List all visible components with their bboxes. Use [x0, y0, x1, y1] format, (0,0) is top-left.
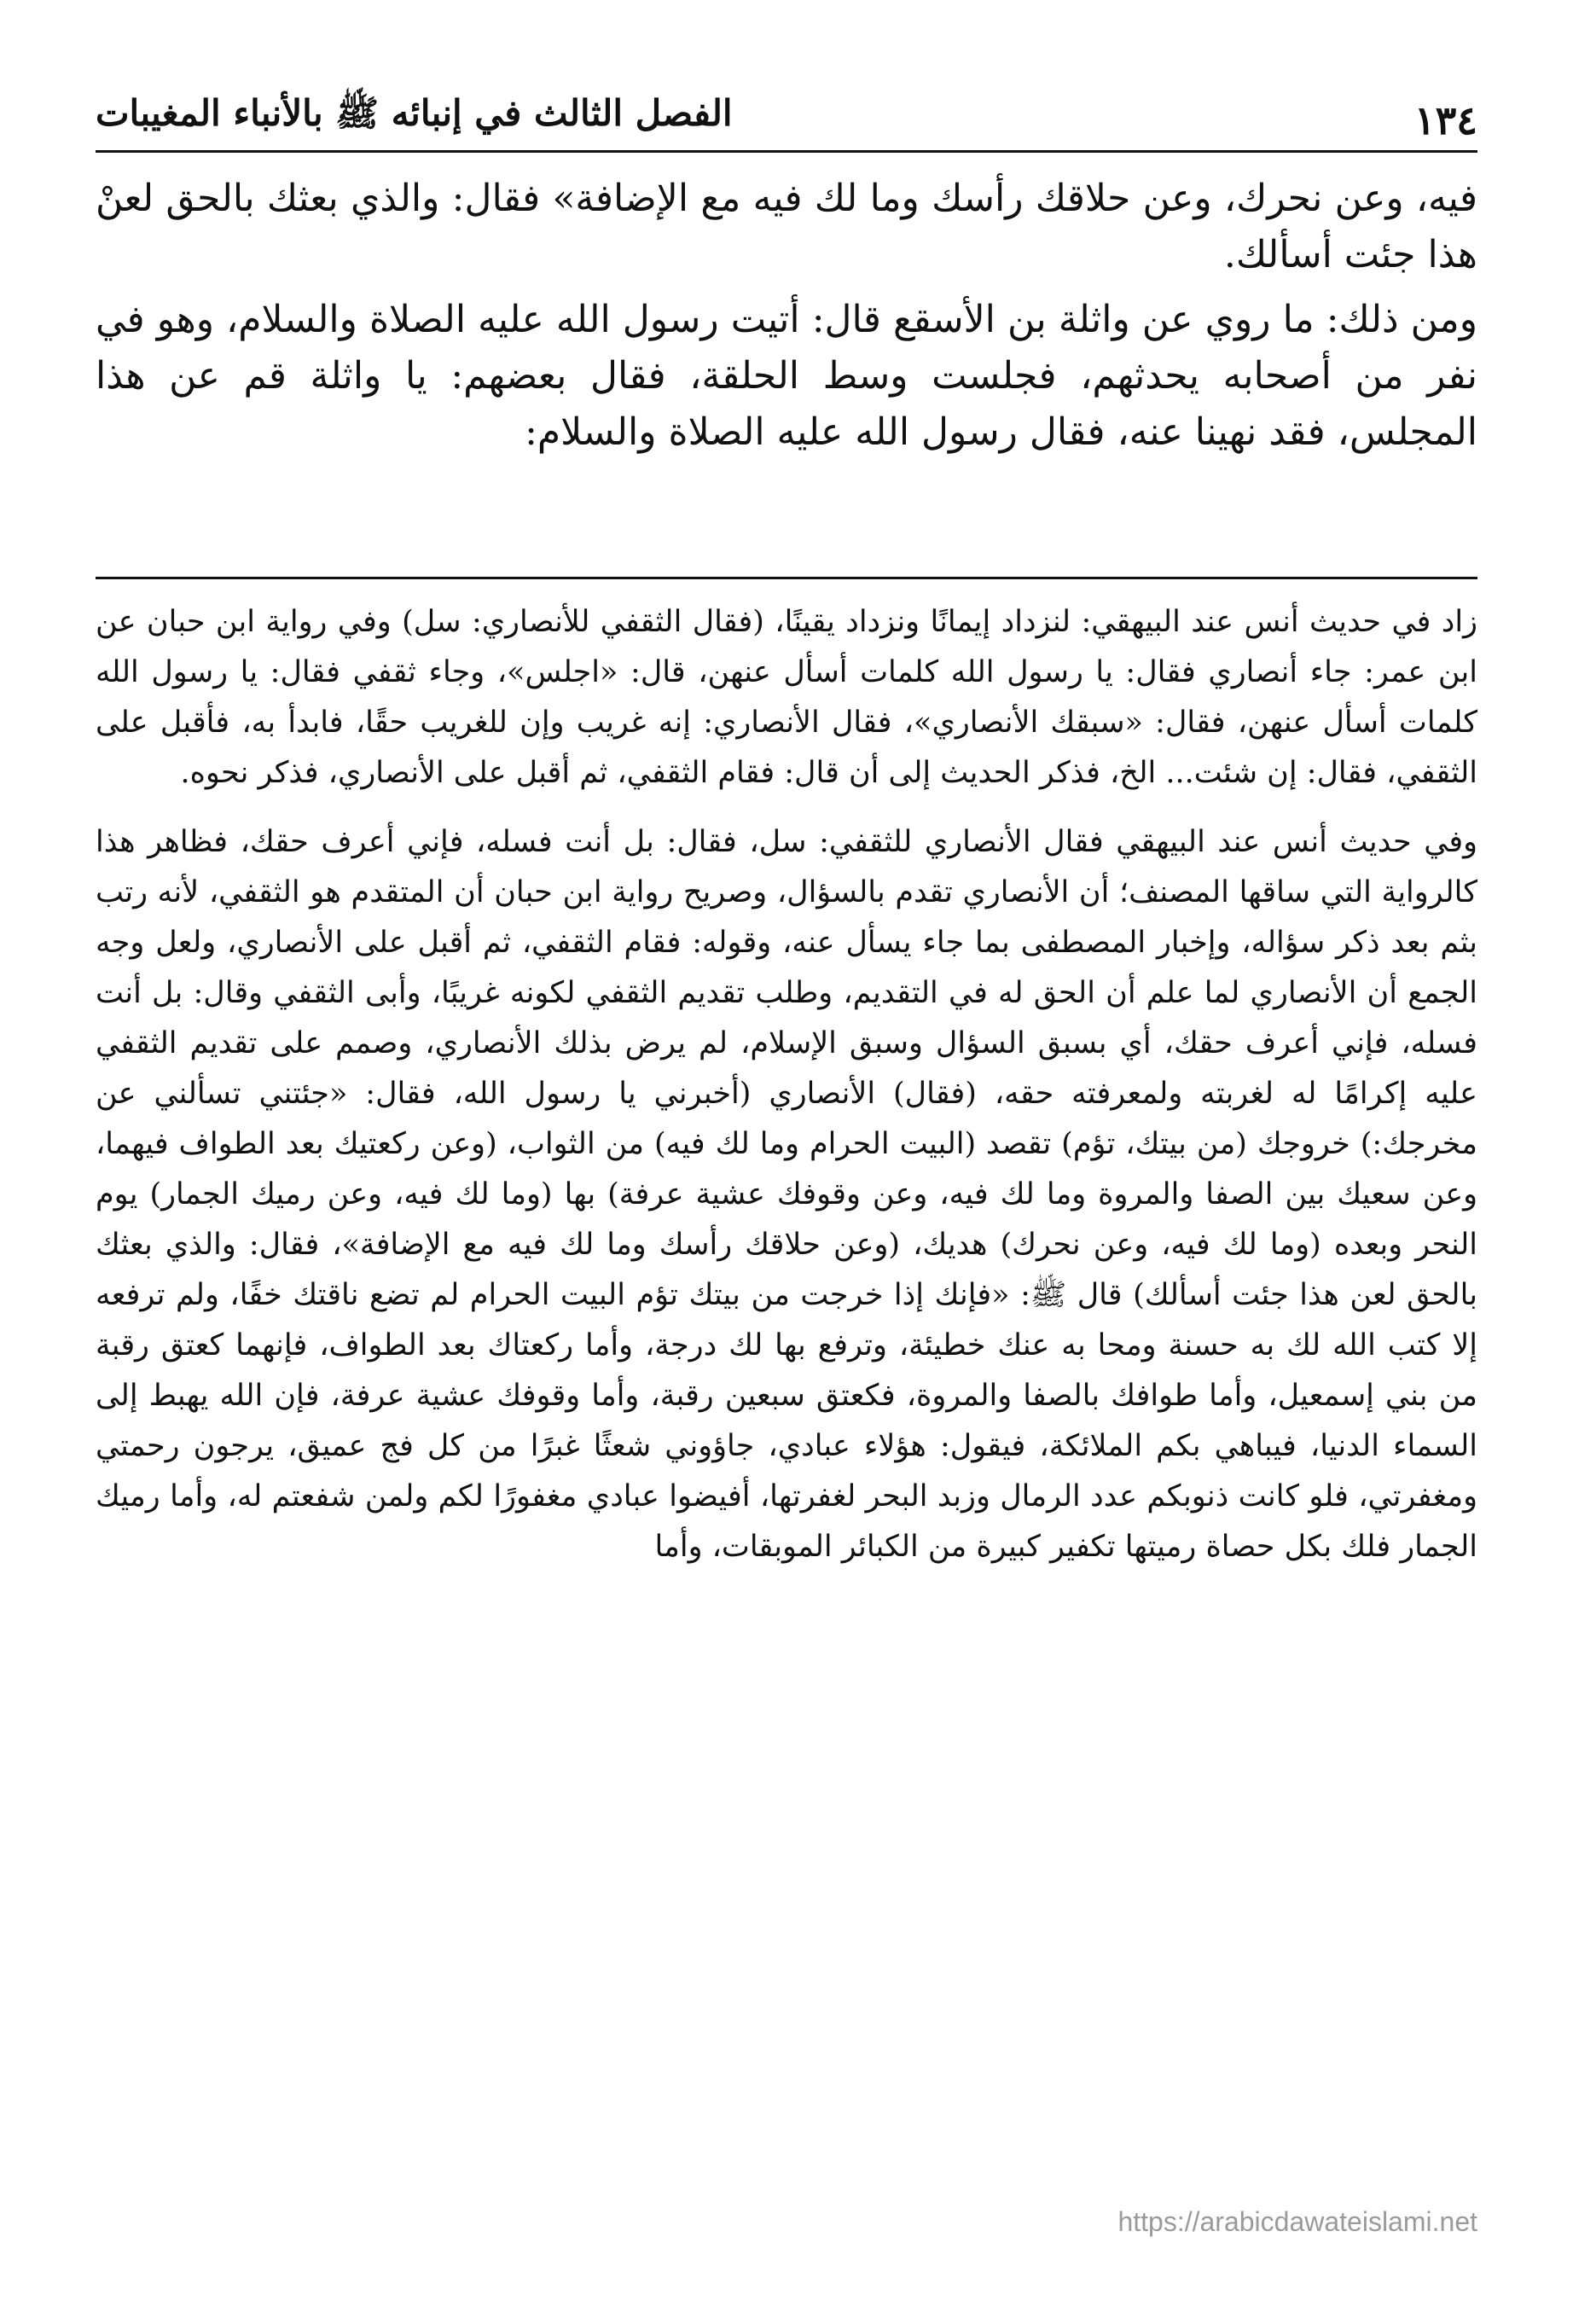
- watermark-url: https://arabicdawateislami.net: [1117, 2206, 1477, 2237]
- footnotes: [96, 597, 1477, 1591]
- footnote-separator: [96, 577, 1477, 579]
- main-paragraph: ومن ذلك: ما روي عن واثلة بن الأسقع قال: أتيت رسول الله عليه الصلاة والسلام، وهو في نفر من أصحابه يحدثهم، فجلست وسط الحلقة، فقال بعضهم: يا واثلة قم عن هذا المجلس، فقد نهينا عنه، فقال رسول الله عليه الصلاة والسلام:: [96, 298, 1477, 454]
- main-paragraph: فيه، وعن نحرك، وعن حلاقك رأسك وما لك فيه مع الإضافة» فقال: والذي بعثك بالحق لعنْ هذا جئت أسألك.: [96, 177, 1477, 276]
- page-number: ١٣٤: [1413, 97, 1477, 143]
- footnote-paragraph: وفي حديث أنس عند البيهقي فقال الأنصاري للثقفي: سل، فقال: بل أنت فسله، فإني أعرف حقك، فظاهر هذا كالرواية التي ساقها المصنف؛ أن الأنصاري تقدم بالسؤال، وصريح رواية ابن حبان أن المتقدم هو الثقفي، لأنه رتب بثم بعد ذكر سؤاله، وإخبار المصطفى بما جاء يسأل عنه، وقوله: فقام الثقفي، ثم أقبل على الأنصاري، ولعل وجه الجمع أن الأنصاري لما علم أن الحق له في التقديم، وطلب تقديم الثقفي لكونه غريبًا، وأبى الثقفي وقال: بل أنت فسله، فإني أعرف حقك، أي بسبق السؤال وسبق الإسلام، لم يرض بذلك الأنصاري، وصمم على تقديم الثقفي عليه إكرامًا له لغربته ولمعرفته حقه، (فقال) الأنصاري (أخبرني يا رسول الله، فقال: «جئتني تسألني عن مخرجك:) خروجك (من بيتك، تؤم) تقصد (البيت الحرام وما لك فيه) من الثواب، (وعن ركعتيك بعد الطواف فيهما، وعن سعيك بين الصفا والمروة وما لك فيه، وعن وقوفك عشية عرفة) بها (وما لك فيه، وعن رميك الجمار) يوم النحر وبعده (وما لك فيه، وعن نحرك) هديك، (وعن حلاقك رأسك وما لك فيه مع الإضافة»، فقال: والذي بعثك بالحق لعن هذا جئت أسألك) قال ﷺ: «فإنك إذا خرجت من بيتك تؤم البيت الحرام لم تضع ناقتك خفًا، ولم ترفعه إلا كتب الله لك به حسنة ومحا به عنك خطيئة، وترفع بها لك درجة، وأما ركعتاك بعد الطواف، فإنهما كعتق رقبة من بني إسمعيل، وأما طوافك بالصفا والمروة، فكعتق سبعين رقبة، وأما وقوفك عشية عرفة، فإن الله يهبط إلى السماء الدنيا، فيباهي بكم الملائكة، فيقول: هؤلاء عبادي، جاؤوني شعثًا غبرًا من كل فج عميق، يرجون رحمتي ومغفرتي، فلو كانت ذنوبكم عدد الرمال وزبد البحر لغفرتها، أفيضوا عبادي مغفورًا لكم ولمن شفعتم له، وأما رميك الجمار فلك بكل حصاة رميتها تكفير كبيرة من الكبائر الموبقات، وأما: [96, 825, 1478, 1564]
- main-text: [96, 171, 1477, 469]
- page-header: [96, 82, 1477, 153]
- footnote-paragraph: زاد في حديث أنس عند البيهقي: لنزداد إيمانًا ونزداد يقينًا، (فقال الثقفي للأنصاري: سل) وفي رواية ابن حبان عن ابن عمر: جاء أنصاري فقال: يا رسول الله كلمات أسأل عنهن، قال: «اجلس»، وجاء ثقفي فقال: يا رسول الله كلمات أسأل عنهن، فقال: «سبقك الأنصاري»، فقال الأنصاري: إنه غريب وإن للغريب حقًا، فابدأ به، فأقبل على الثقفي، فقال: إن شئت... الخ، فذكر الحديث إلى أن قال: فقام الثقفي، ثم أقبل على الأنصاري، فذكر نحوه.: [96, 605, 1477, 790]
- running-title: الفصل الثالث في إنبائه ﷺ بالأنباء المغيبات: [96, 92, 733, 134]
